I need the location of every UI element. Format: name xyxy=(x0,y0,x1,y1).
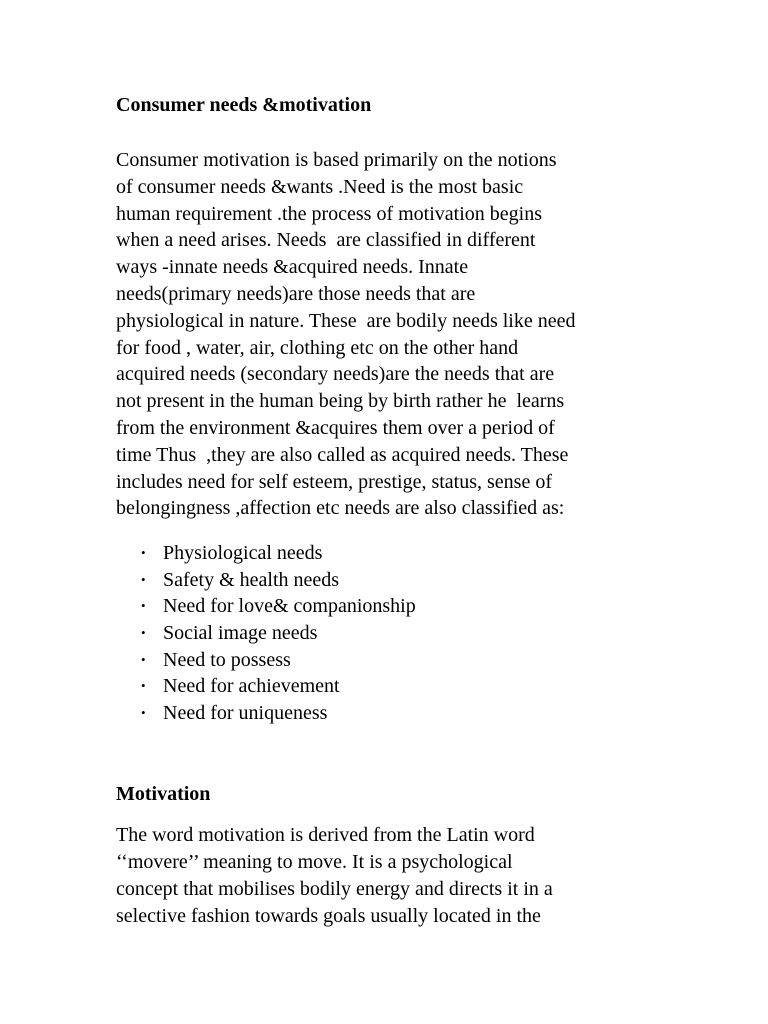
needs-list xyxy=(116,540,676,726)
paragraph-line: The word motivation is derived from the Latin word xyxy=(116,824,535,847)
paragraph-line: physiological in nature. These are bodily needs like need xyxy=(116,309,576,332)
list-item xyxy=(116,700,676,727)
list-item-label: Need for uniqueness xyxy=(163,701,328,724)
paragraph-line: belongingness ,affection etc needs are also classified as: xyxy=(116,497,565,520)
paragraph-line: needs(primary needs)are those needs that are xyxy=(116,282,476,305)
intro-paragraph xyxy=(116,147,676,522)
document-page xyxy=(116,92,676,930)
paragraph-line: of consumer needs &wants .Need is the most basic xyxy=(116,175,524,198)
list-item xyxy=(116,647,676,674)
list-item-label: Safety & health needs xyxy=(163,568,340,591)
bullet-icon: • xyxy=(141,545,146,561)
list-item-label: Social image needs xyxy=(163,621,318,644)
list-item xyxy=(116,593,676,620)
list-item xyxy=(116,620,676,647)
list-item-label: Need for achievement xyxy=(163,675,340,698)
list-item xyxy=(116,673,676,700)
bullet-icon: • xyxy=(141,571,146,587)
bullet-icon: • xyxy=(141,651,146,667)
document-title: Consumer needs &motivation xyxy=(116,94,372,116)
paragraph-line: time Thus ,they are also called as acquired needs. These xyxy=(116,443,569,466)
bullet-icon: • xyxy=(141,678,146,694)
list-item xyxy=(116,567,676,594)
list-item-label: Need to possess xyxy=(163,648,291,671)
paragraph-line: Consumer motivation is based primarily on the notions xyxy=(116,149,557,171)
paragraph-line: selective fashion towards goals usually located in the xyxy=(116,904,541,927)
bullet-icon: • xyxy=(141,624,146,640)
list-item-label: Need for love& companionship xyxy=(163,595,416,618)
paragraph-line: concept that mobilises bodily energy and directs it in a xyxy=(116,877,553,900)
paragraph-line: ‘‘movere’’ meaning to move. It is a psychological xyxy=(116,851,513,874)
paragraph-line: acquired needs (secondary needs)are the needs that are xyxy=(116,363,555,386)
motivation-paragraph xyxy=(116,822,676,929)
bullet-icon: • xyxy=(141,598,146,614)
paragraph-line: ways -innate needs &acquired needs. Innate xyxy=(116,256,469,279)
paragraph-line: from the environment &acquires them over a period of xyxy=(116,416,555,439)
list-item-label: Physiological needs xyxy=(163,542,323,565)
paragraph-line: for food , water, air, clothing etc on the other hand xyxy=(116,336,519,359)
paragraph-line: when a need arises. Needs are classified in different xyxy=(116,229,536,252)
bullet-icon: • xyxy=(141,704,146,720)
list-item xyxy=(116,540,676,567)
section-heading: Motivation xyxy=(116,783,211,806)
paragraph-line: includes need for self esteem, prestige, status, sense of xyxy=(116,470,552,493)
paragraph-line: not present in the human being by birth rather he learns xyxy=(116,390,565,413)
paragraph-line: human requirement .the process of motivation begins xyxy=(116,202,543,225)
